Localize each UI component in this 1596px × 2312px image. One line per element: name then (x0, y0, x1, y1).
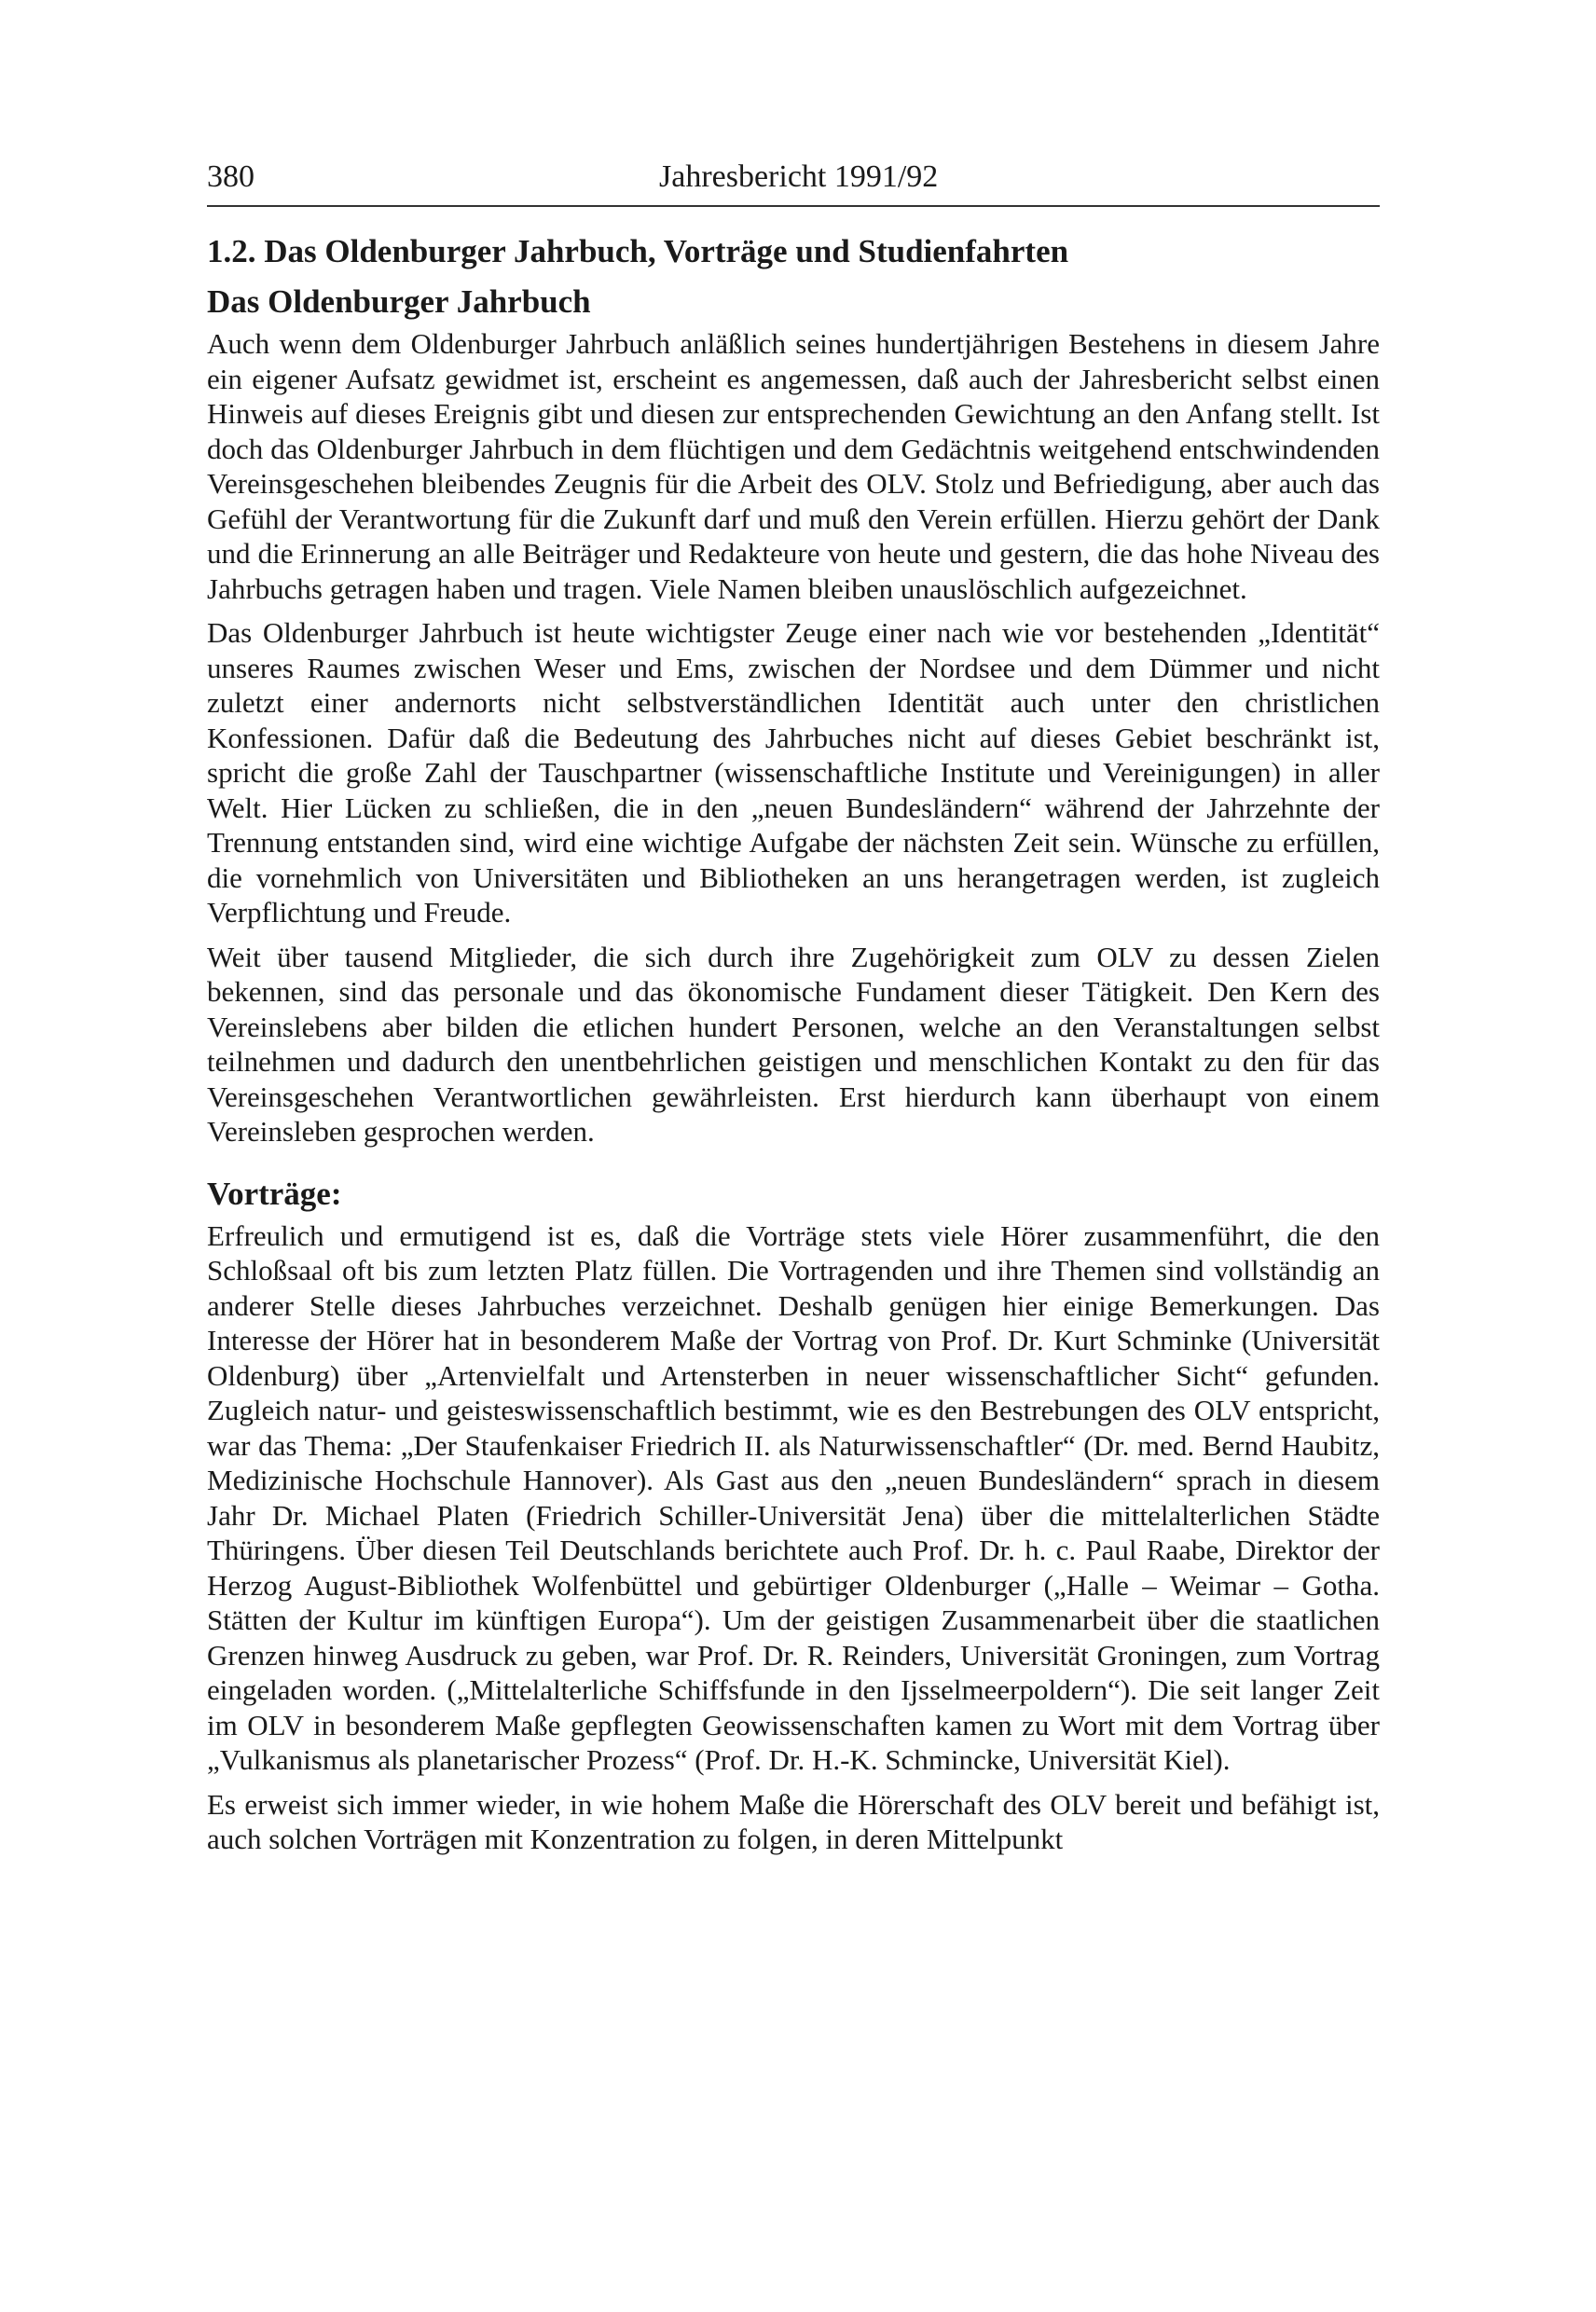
subsection-heading-vortraege: Vorträge: (207, 1175, 342, 1212)
page-number: 380 (207, 159, 255, 194)
section-heading: 1.2. Das Oldenburger Jahrbuch, Vorträge und Studienfahrten (207, 233, 1069, 269)
paragraph-vortraege-2: Es erweist sich immer wieder, in wie hohem Maße die Hörerschaft des OLV bereit und befähigt ist, auch solchen Vorträgen mit Konzentration zu folgen, in deren Mittelpunkt (207, 1787, 1380, 1855)
running-title: Jahresbericht 1991/92 (659, 159, 939, 194)
subsection-vortraege (207, 1170, 1380, 1857)
paragraph-jahrbuch-1: Auch wenn dem Oldenburger Jahrbuch anläßlich seines hundertjährigen Bestehens in diesem Jahre ein eigener Aufsatz gewidmet ist, erscheint es angemessen, daß auch der Jahresbericht selbst einen Hinweis auf dieses Ereignis gibt und diesen zur entsprechenden Gewichtung an den Anfang stellt. Ist doch das Oldenburger Jahrbuch in dem flüchtigen und dem Gedächtnis weitgehend entschwindenden Vereinsgeschehen bleibendes Zeugnis für die Arbeit des OLV. Stolz und Befriedigung, aber auch das Gefühl der Verantwortung für die Zukunft darf und muß den Verein erfüllen. Hierzu gehört der Dank und die Erinnerung an alle Beiträger und Redakteure von heute und gestern, die das hohe Niveau des Jahrbuchs getragen haben und tragen. Viele Namen bleiben unauslöschlich aufgezeichnet. (207, 327, 1380, 605)
paragraph-vortraege-1: Erfreulich und ermutigend ist es, daß die Vorträge stets viele Hörer zusammenführt, die den Schloßsaal oft bis zum letzten Platz füllen. Die Vortragenden und ihre Themen sind vollständig an anderer Stelle dieses Jahrbuches verzeichnet. Deshalb genügen hier einige Bemerkungen. Das Interesse der Hörer hat in besonderem Maße der Vortrag von Prof. Dr. Kurt Schminke (Universität Oldenburg) über „Artenvielfalt und Artensterben in neuer wissenschaftlicher Sicht“ gefunden. Zugleich natur- und geisteswissenschaftlich bestimmt, wie es den Bestrebungen des OLV entspricht, war das Thema: „Der Staufenkaiser Friedrich II. als Naturwissenschaftler“ (Dr. med. Bernd Haubitz, Medizinische Hochschule Hannover). Als Gast aus den „neuen Bundesländern“ sprach in diesem Jahr Dr. Michael Platen (Friedrich Schiller-Universität Jena) über die mittelalterlichen Städte Thüringens. Über diesen Teil Deutschlands berichtete auch Prof. Dr. h. c. Paul Raabe, Direktor der Herzog August-Bibliothek Wolfenbüttel und gebürtiger Oldenburger („Halle – Weimar – Gotha. Stätten der Kultur im künftigen Europa“). Um der geistigen Zusammenarbeit über die staatlichen Grenzen hinweg Ausdruck zu geben, war Prof. Dr. R. Reinders, Universität Groningen, zum Vortrag eingeladen worden. („Mittelalterliche Schiffsfunde in den Ijsselmeerpoldern“). Die seit langer Zeit im OLV in besonderem Maße gepflegten Geowissenschaften kamen zu Wort mit dem Vortrag über „Vulkanismus als planetarischer Prozess“ (Prof. Dr. H.-K. Schmincke, Universität Kiel). (207, 1218, 1380, 1776)
subsection-heading-jahrbuch: Das Oldenburger Jahrbuch (207, 283, 591, 320)
paragraph-jahrbuch-3: Weit über tausend Mitglieder, die sich durch ihre Zugehörigkeit zum OLV zu dessen Zielen bekennen, sind das personale und das ökonomische Fundament dieser Tätigkeit. Den Kern des Vereinslebens aber bilden die etlichen hundert Personen, welche an den Veranstaltungen selbst teilnehmen und dadurch den unentbehrlichen geistigen und menschlichen Kontakt zu den für das Vereinsgeschehen Verantwortlichen gewährleisten. Erst hierdurch kann überhaupt von einem Vereinsleben gesprochen werden. (207, 940, 1380, 1148)
document-page (207, 149, 1380, 1866)
paragraph-jahrbuch-2: Das Oldenburger Jahrbuch ist heute wichtigster Zeuge einer nach wie vor bestehenden „Identität“ unseres Raumes zwischen Weser und Ems, zwischen der Nordsee und dem Dümmer und nicht zuletzt einer andernorts nicht selbstverständlichen Identität auch unter den christlichen Konfessionen. Dafür daß die Bedeutung des Jahrbuches nicht auf dieses Gebiet beschränkt ist, spricht die große Zahl der Tauschpartner (wissenschaftliche Institute und Vereinigungen) in aller Welt. Hier Lücken zu schließen, die in den „neuen Bundesländern“ während der Jahrzehnte der Trennung entstanden sind, wird eine wichtige Aufgabe der nächsten Zeit sein. Wünsche zu erfüllen, die vornehmlich von Universitäten und Bibliotheken an uns herangetragen werden, ist zugleich Verpflichtung und Freude. (207, 616, 1380, 929)
running-header (207, 149, 1380, 207)
subsection-jahrbuch (207, 278, 1380, 1149)
